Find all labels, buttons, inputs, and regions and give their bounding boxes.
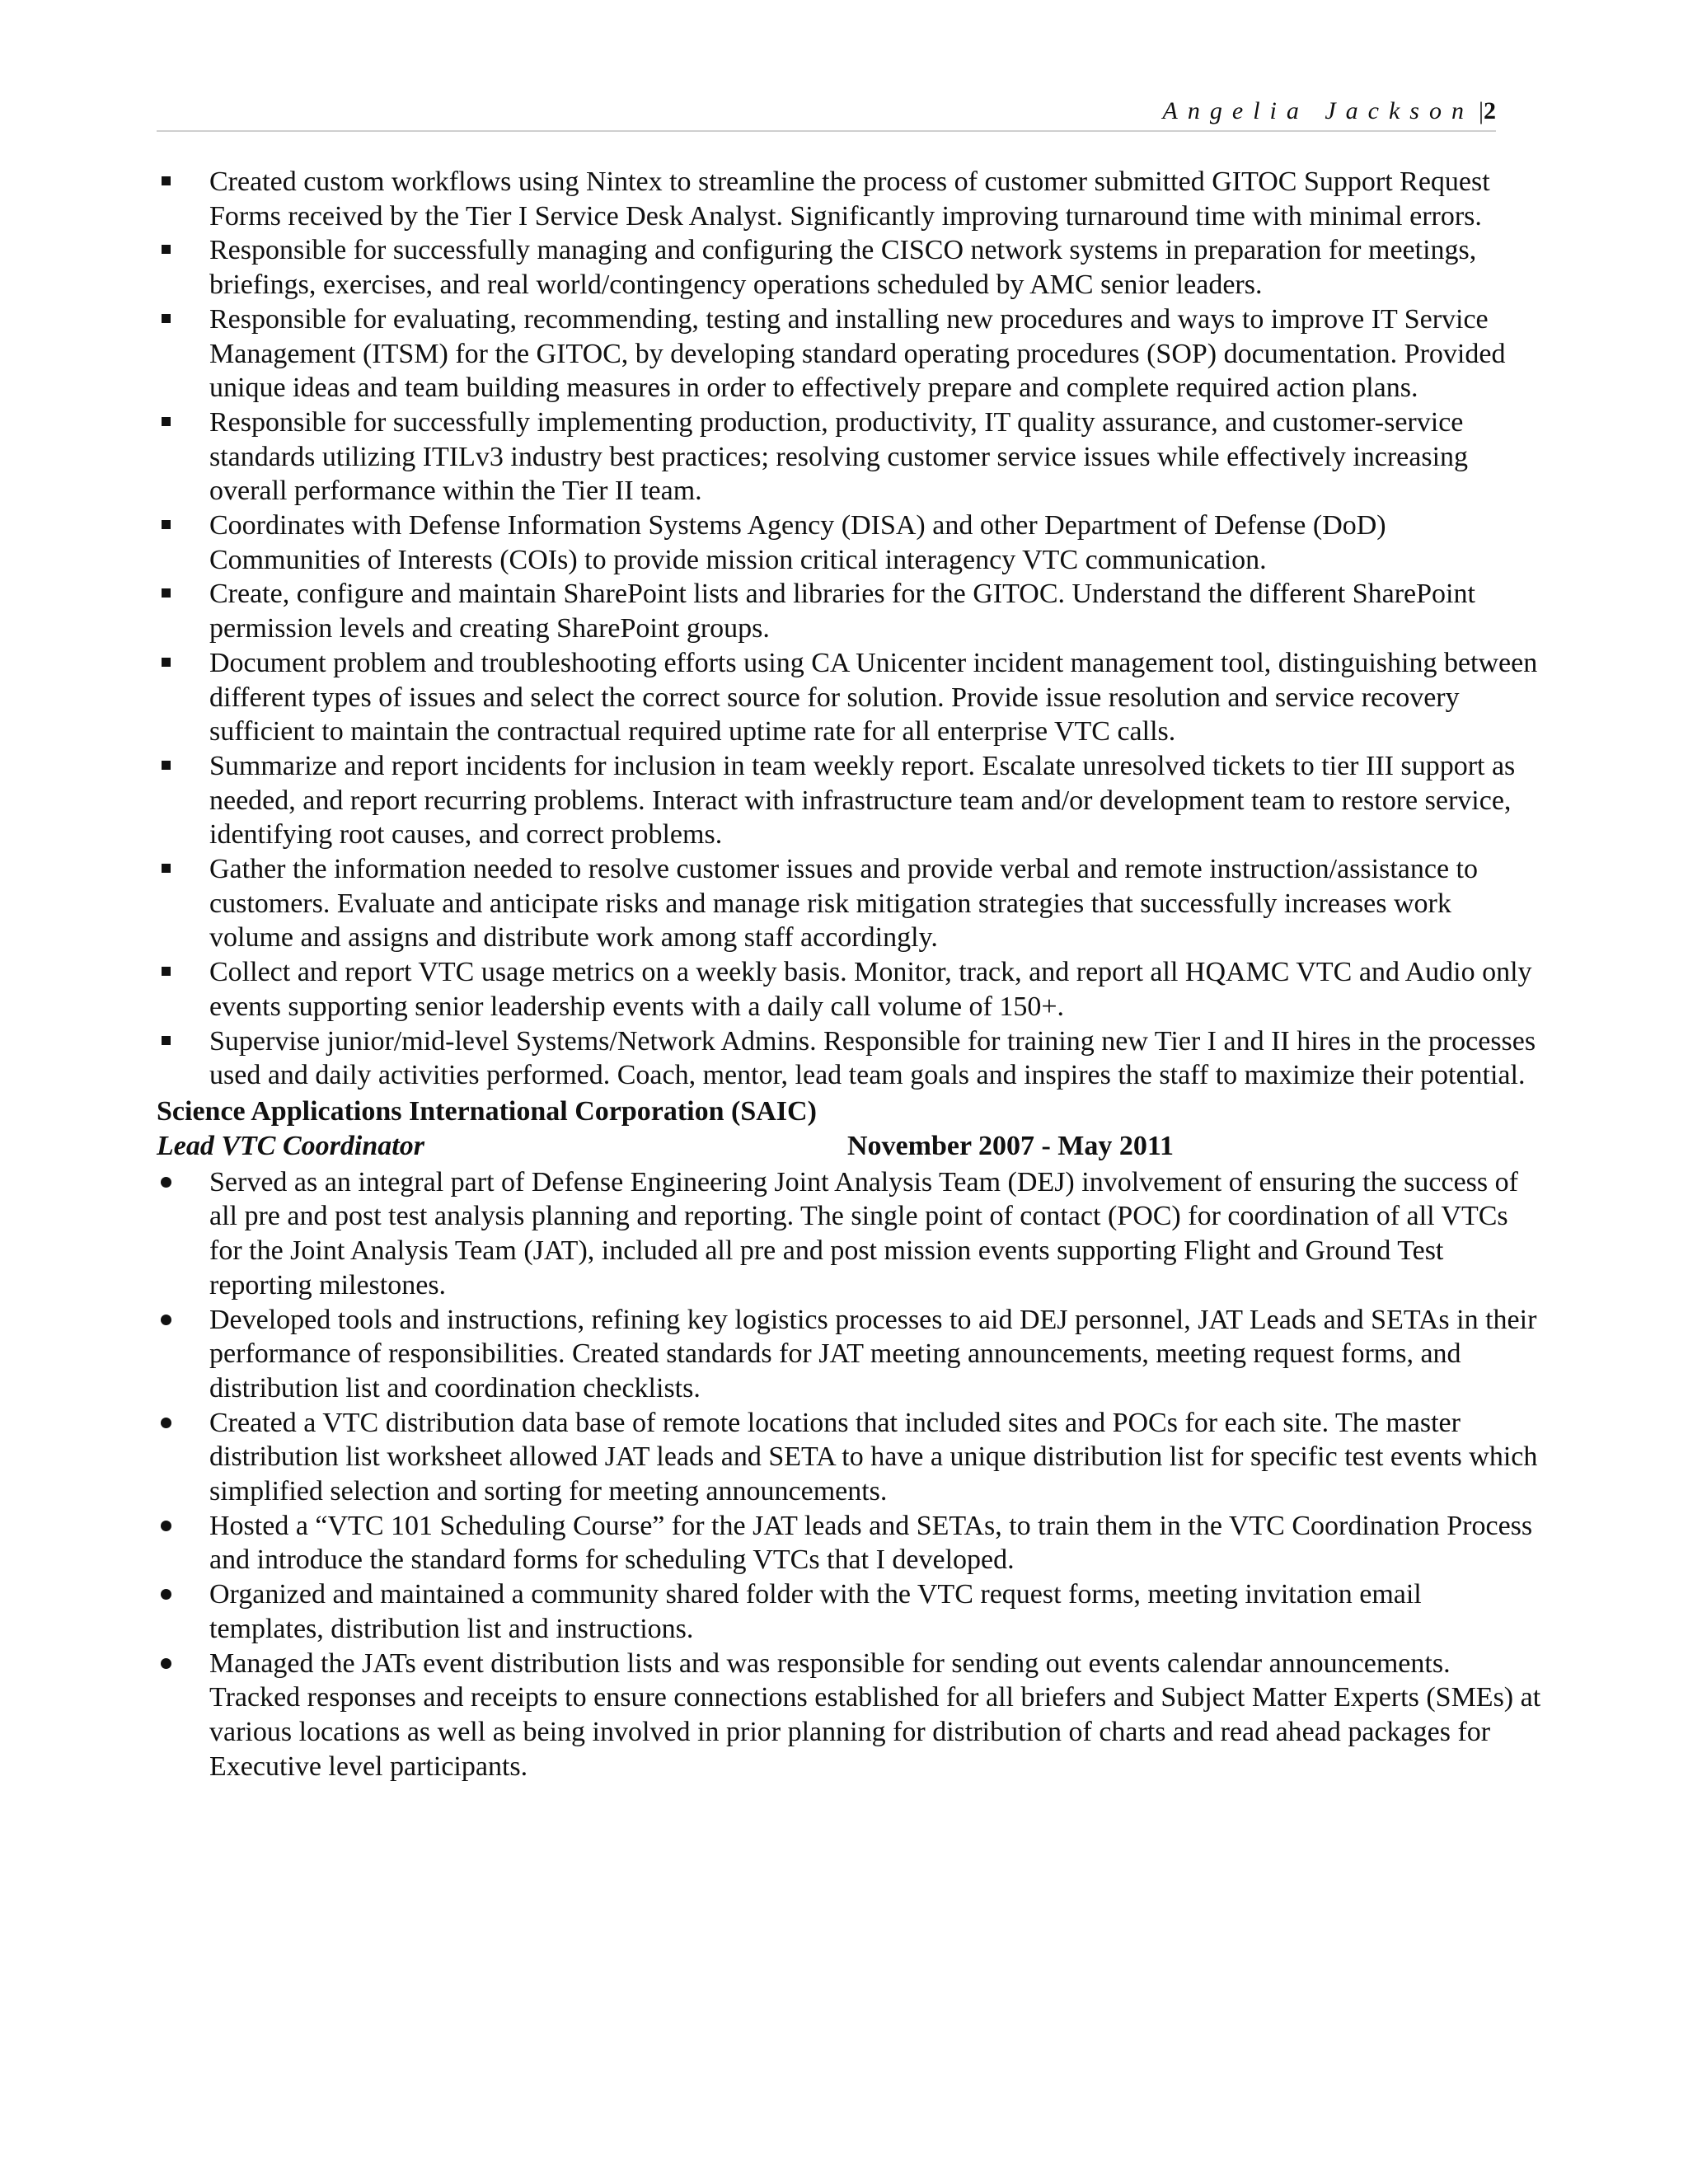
list-item: Gather the information needed to resolve customer issues and provide verbal and remote instruction/assistance to customers. Evaluate and anticipate risks and manage risk mitigation strategies that successfully increases work volume and assigns and distribute work among staff accordingly. (209, 854, 1478, 954)
company-name: Science Applications International Corporation (SAIC) (157, 1095, 817, 1127)
list-item: Organized and maintained a community shared folder with the VTC request forms, meeting invitation email templates, distribution list and instructions. (209, 1579, 1422, 1644)
list-item: Summarize and report incidents for inclusion in team weekly report. Escalate unresolved tickets to tier III support as needed, and report recurring problems. Interact with infrastructure team and/or development team to restore service, identifying root causes, and correct problems. (209, 750, 1516, 851)
list-item: Responsible for successfully implementing production, productivity, IT quality assurance, and customer-service standards utilizing ITILv3 industry best practices; resolving customer service issues while effectively increasing overall performance within the Tier II team. (209, 406, 1469, 507)
list-item: Coordinates with Defense Information Systems Agency (DISA) and other Department of Defense (DoD) Communities of Interests (COIs) to provide mission critical interagency VTC communication. (209, 510, 1386, 575)
experience-bullets-saic (157, 1165, 1541, 1784)
resume-content (157, 165, 1541, 1783)
list-item: Responsible for evaluating, recommending, testing and installing new procedures and ways to improve IT Service Management (ITSM) for the GITOC, by developing standard operating procedures (SOP) documentation. Provided unique ideas and team building measures in order to effectively prepare and complete required action plans. (209, 303, 1506, 404)
list-item: Create, configure and maintain SharePoint lists and libraries for the GITOC. Understand the different SharePoint permission levels and creating SharePoint groups. (209, 579, 1475, 644)
list-item: Document problem and troubleshooting efforts using CA Unicenter incident management tool, distinguishing between different types of issues and select the correct source for solution. Provide issue resolution and service recovery sufficient to maintain the contractual required uptime rate for all enterprise VTC calls. (209, 647, 1538, 748)
list-item: Created custom workflows using Nintex to streamline the process of customer submitted GITOC Support Request Forms received by the Tier I Service Desk Analyst. Significantly improving turnaround time with minimal errors. (209, 166, 1490, 232)
list-item: Responsible for successfully managing and configuring the CISCO network systems in preparation for meetings, briefings, exercises, and real world/contingency operations scheduled by AMC senior leaders. (209, 235, 1477, 301)
list-item: Hosted a “VTC 101 Scheduling Course” for the JAT leads and SETAs, to train them in the VTC Coordination Process and introduce the standard forms for scheduling VTCs that I developed. (209, 1510, 1533, 1576)
list-item: Developed tools and instructions, refining key logistics processes to aid DEJ personnel, JAT Leads and SETAs in their performance of responsibilities. Created standards for JAT meeting announcements, meeting request forms, and distribution list and coordination checklists. (209, 1304, 1537, 1404)
header-name: Angelia Jackson (1162, 97, 1474, 124)
list-item: Supervise junior/mid-level Systems/Network Admins. Responsible for training new Tier I and II hires in the processes used and daily activities performed. Coach, mentor, lead team goals and inspires the staff to maximize their potential. (209, 1025, 1536, 1091)
list-item: Created a VTC distribution data base of remote locations that included sites and POCs for each site. The master distribution list worksheet allowed JAT leads and SETA to have a unique distribution list for specific test events which simplified selection and sorting for meeting announcements. (209, 1407, 1538, 1507)
page-number: 2 (1484, 97, 1496, 124)
experience-bullets-current (157, 165, 1541, 1093)
page-header (157, 97, 1496, 132)
role-row (157, 1129, 1541, 1165)
role-title: Lead VTC Coordinator (157, 1130, 424, 1161)
list-item: Collect and report VTC usage metrics on a weekly basis. Monitor, track, and report all HQAMC VTC and Audio only events supporting senior leadership events with a daily call volume of 150+. (209, 957, 1532, 1022)
list-item: Managed the JATs event distribution lists and was responsible for sending out events calendar announcements. Tracked responses and receipts to ensure connections established for all briefers and Subject Matter Experts (SMEs) at various locations as well as being involved in prior planning for distribution of charts and read ahead packages for Executive level participants. (209, 1647, 1541, 1782)
header-separator: | (1478, 97, 1484, 124)
role-dates: November 2007 - May 2011 (847, 1130, 1174, 1161)
list-item: Served as an integral part of Defense Engineering Joint Analysis Team (DEJ) involvement of ensuring the success of all pre and post test analysis planning and reporting. The single point of contact (POC) for coordination of all VTCs for the Joint Analysis Team (JAT), included all pre and post mission events supporting Flight and Ground Test reporting milestones. (209, 1166, 1518, 1301)
